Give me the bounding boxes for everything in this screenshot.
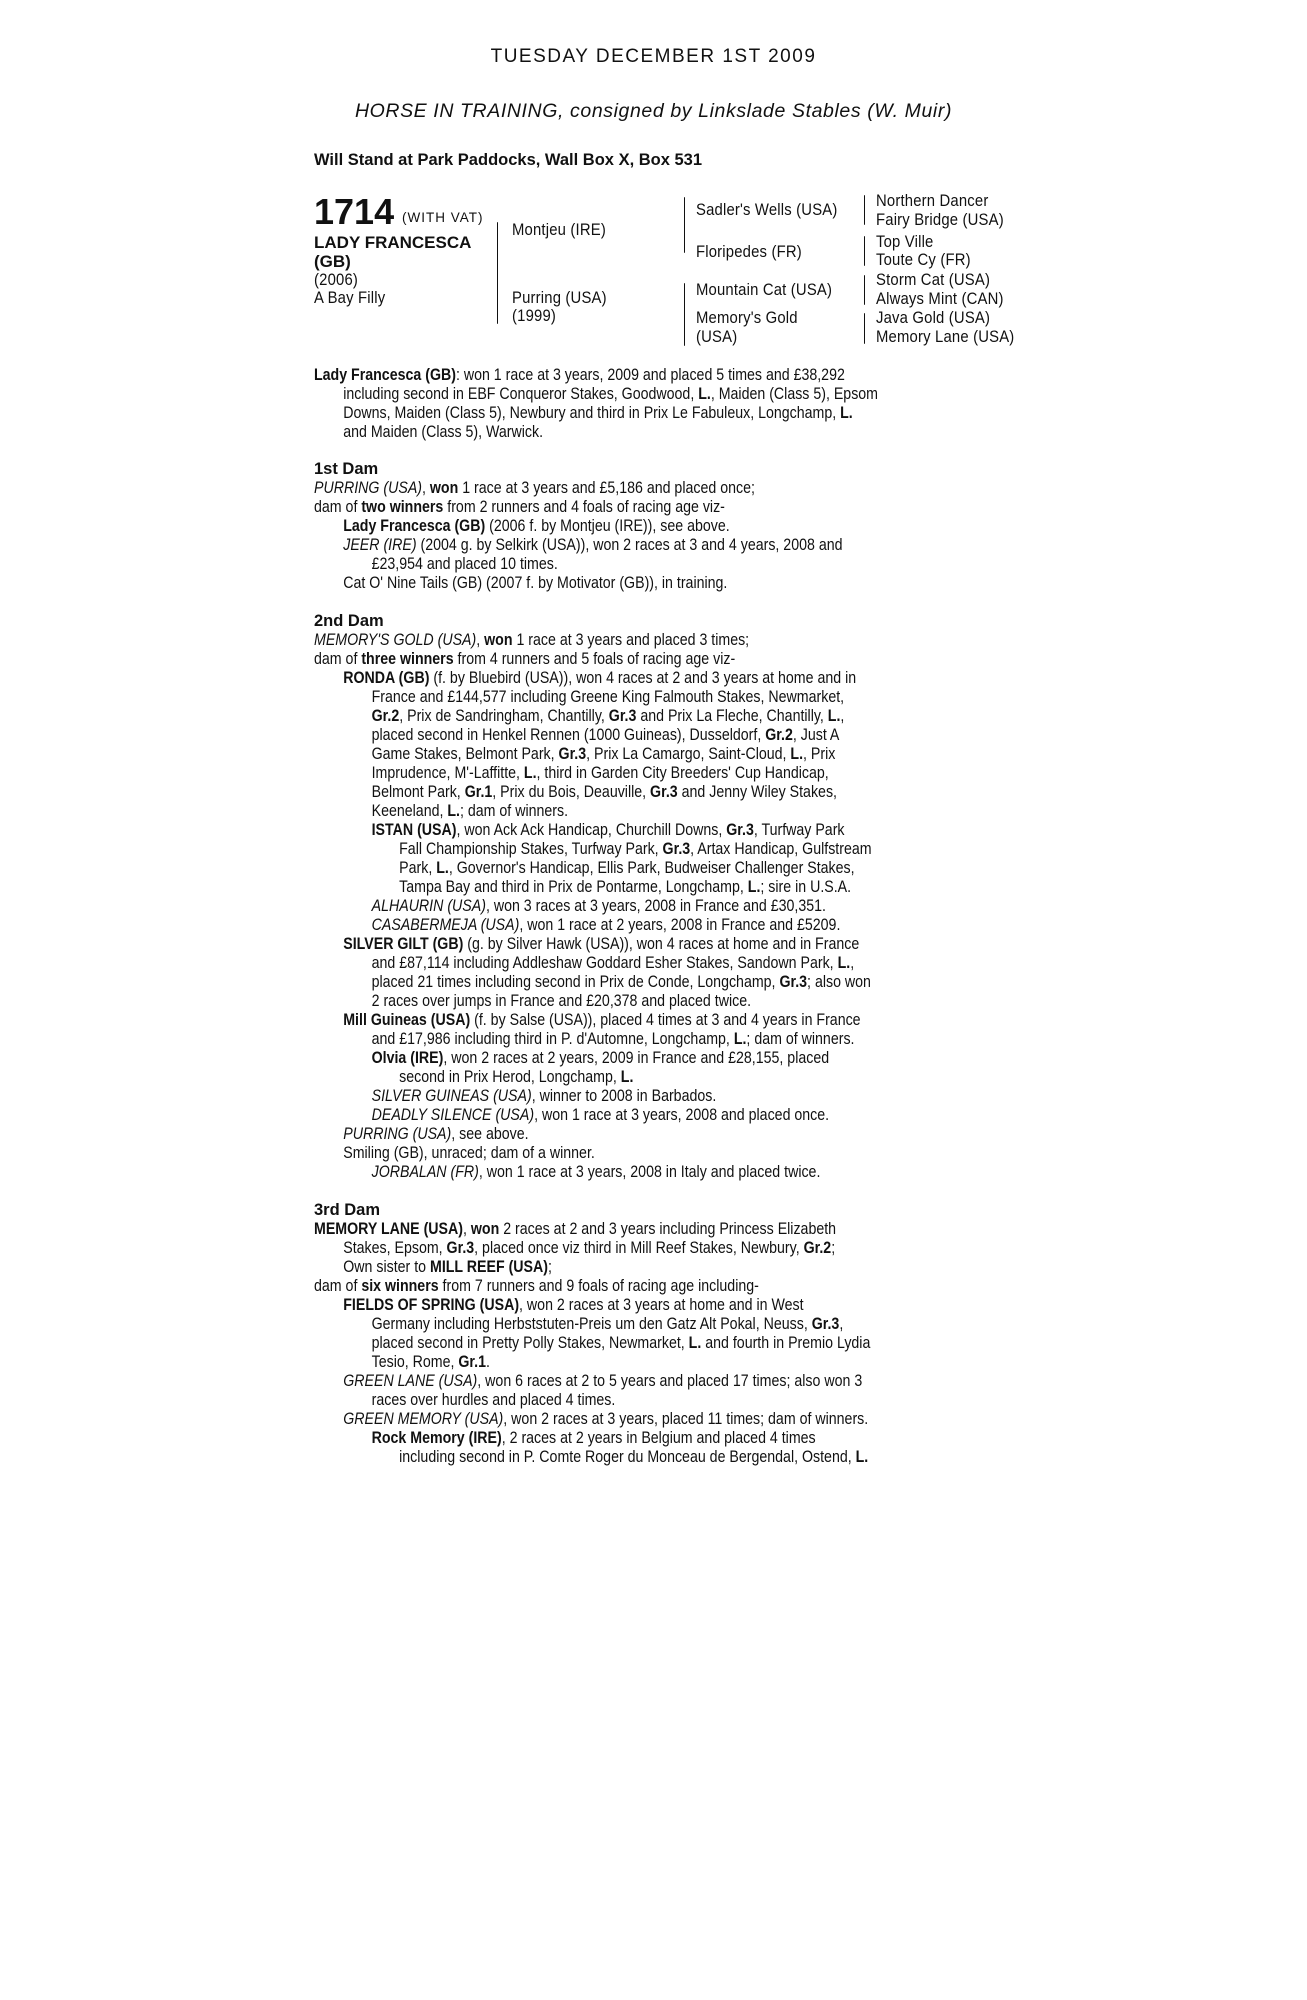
text-line: SILVER GILT (GB) (g. by Silver Hawk (USA)), won 4 races at home and in France	[343, 935, 860, 953]
text-line: Germany including Herbststuten-Preis um den Gatz Alt Pokal, Neuss, Gr.3,	[371, 1315, 844, 1333]
pedigree-dsd: Always Mint (CAN)	[876, 290, 1004, 308]
text-line: Tampa Bay and third in Prix de Pontarme, Longchamp, L.; sire in U.S.A.	[399, 878, 852, 896]
emphasis: MILL REEF (USA)	[429, 1258, 548, 1276]
stand-location: Will Stand at Park Paddocks, Wall Box X, Box 531	[314, 151, 703, 169]
horse-description: A Bay Filly	[314, 289, 386, 307]
race-summary	[314, 366, 994, 442]
text-line: placed second in Pretty Polly Stakes, Newmarket, L. and fourth in Premio Lydia	[371, 1334, 871, 1352]
text-line: France and £144,577 including Greene King Falmouth Stakes, Newmarket,	[371, 688, 845, 706]
text-line: DEADLY SILENCE (USA), won 1 race at 3 years, 2008 and placed once.	[371, 1106, 830, 1124]
brace-dam-line	[684, 283, 685, 346]
text-line: Belmont Park, Gr.1, Prix du Bois, Deauville, Gr.3 and Jenny Wiley Stakes,	[371, 783, 837, 801]
text-line: GREEN LANE (USA), won 6 races at 2 to 5 years and placed 17 times; also won 3	[343, 1372, 863, 1390]
emphasis: RONDA (GB)	[343, 669, 430, 687]
text-line: Keeneland, L.; dam of winners.	[371, 802, 569, 820]
dam1-body	[314, 479, 994, 593]
emphasis: six winners	[361, 1277, 439, 1295]
brace-ss	[864, 195, 865, 225]
text-line: Fall Championship Stakes, Turfway Park, Gr.3, Artax Handicap, Gulfstream	[399, 840, 872, 858]
emphasis: three winners	[361, 650, 454, 668]
emphasis: Gr.3	[662, 840, 691, 858]
text-line: 2 races over jumps in France and £20,378 and placed twice.	[371, 992, 752, 1010]
lot-number: 1714	[314, 191, 395, 232]
emphasis: won	[484, 631, 513, 649]
summary-text-3: , Maiden (Class 5), Epsom	[710, 385, 879, 403]
emphasis: Gr.3	[446, 1239, 475, 1257]
text-line: Mill Guineas (USA) (f. by Salse (USA)), placed 4 times at 3 and 4 years in France	[343, 1011, 861, 1029]
dam2-heading: 2nd Dam	[314, 612, 384, 630]
emphasis: MEMORY'S GOLD (USA)	[314, 631, 477, 649]
text-line: RONDA (GB) (f. by Bluebird (USA)), won 4 races at 2 and 3 years at home and in	[343, 669, 857, 687]
text-line: ALHAURIN (USA), won 3 races at 3 years, 2008 in France and £30,351.	[371, 897, 826, 915]
emphasis: L.	[837, 954, 851, 972]
pedigree-dss: Storm Cat (USA)	[876, 271, 991, 289]
horse-year: (2006)	[314, 271, 359, 289]
text-line: Smiling (GB), unraced; dam of a winner.	[343, 1144, 595, 1162]
listed-mark: L.	[698, 385, 711, 403]
consignment-title: HORSE IN TRAINING, consigned by Linkslade Stables (W. Muir)	[354, 100, 953, 122]
text-line: Game Stakes, Belmont Park, Gr.3, Prix La Camargo, Saint-Cloud, L., Prix	[371, 745, 836, 763]
emphasis: L.	[747, 878, 761, 896]
emphasis: L.	[827, 707, 841, 725]
summary-text-2: including second in EBF Conqueror Stakes, Goodwood,	[343, 385, 699, 403]
text-line: MEMORY LANE (USA), won 2 races at 2 and 3 years including Princess Elizabeth	[314, 1220, 837, 1238]
text-line: Cat O' Nine Tails (GB) (2007 f. by Motivator (GB)), in training.	[343, 574, 728, 592]
summary-name: Lady Francesca (GB)	[314, 366, 456, 384]
pedigree-dds: Java Gold (USA)	[876, 309, 991, 327]
emphasis: SILVER GILT (GB)	[343, 935, 464, 953]
emphasis: FIELDS OF SPRING (USA)	[343, 1296, 520, 1314]
emphasis: JORBALAN (FR)	[371, 1163, 479, 1181]
text-line: JEER (IRE) (2004 g. by Selkirk (USA)), won 2 races at 3 and 4 years, 2008 and	[343, 536, 843, 554]
pedigree-sds: Top Ville	[876, 233, 934, 251]
dam3-body	[314, 1220, 994, 1467]
pedigree-dam-dam-country: (USA)	[696, 328, 738, 346]
text-line: Own sister to MILL REEF (USA);	[343, 1258, 552, 1276]
emphasis: two winners	[361, 498, 444, 516]
emphasis: won	[429, 479, 459, 497]
emphasis: GREEN LANE (USA)	[343, 1372, 478, 1390]
text-line: and £87,114 including Addleshaw Goddard Esher Stakes, Sandown Park, L.,	[371, 954, 855, 972]
emphasis: Gr.1	[464, 783, 493, 801]
emphasis: Rock Memory (IRE)	[371, 1429, 502, 1447]
emphasis: L.	[733, 1030, 747, 1048]
pedigree-dam-dam: Memory's Gold	[696, 309, 798, 327]
text-line: Park, L., Governor's Handicap, Ellis Park, Budweiser Challenger Stakes,	[399, 859, 855, 877]
pedigree-sire: Montjeu (IRE)	[512, 221, 606, 239]
brace-ds	[864, 275, 865, 305]
text-line: dam of six winners from 7 runners and 9 foals of racing age including-	[314, 1277, 759, 1295]
emphasis: PURRING (USA)	[343, 1125, 452, 1143]
emphasis: Gr.3	[726, 821, 754, 839]
emphasis: L.	[855, 1448, 869, 1466]
emphasis: Mill Guineas (USA)	[343, 1011, 471, 1029]
emphasis: Gr.3	[779, 973, 808, 991]
text-line: dam of three winners from 4 runners and 5 foals of racing age viz-	[314, 650, 736, 668]
emphasis: L.	[436, 859, 449, 877]
emphasis: Olvia (IRE)	[371, 1049, 444, 1067]
pedigree-dam-year: (1999)	[512, 307, 557, 325]
text-line: races over hurdles and placed 4 times.	[371, 1391, 616, 1409]
emphasis: DEADLY SILENCE (USA)	[371, 1106, 535, 1124]
pedigree-sire-dam: Floripedes (FR)	[696, 243, 802, 261]
text-line: Olvia (IRE), won 2 races at 2 years, 2009 in France and £28,155, placed	[371, 1049, 830, 1067]
emphasis: Gr.2	[371, 707, 400, 725]
brace-dd	[864, 313, 865, 344]
dam3-heading: 3rd Dam	[314, 1201, 381, 1219]
text-line: dam of two winners from 2 runners and 4 foals of racing age viz-	[314, 498, 725, 516]
text-line: placed second in Henkel Rennen (1000 Guineas), Dusseldorf, Gr.2, Just A	[371, 726, 840, 744]
sale-date: TUESDAY DECEMBER 1ST 2009	[490, 46, 817, 67]
emphasis: CASABERMEJA (USA)	[371, 916, 520, 934]
text-line: FIELDS OF SPRING (USA), won 2 races at 3 years at home and in West	[343, 1296, 804, 1314]
horse-name-country: (GB)	[314, 252, 351, 271]
text-line: Gr.2, Prix de Sandringham, Chantilly, Gr.3 and Prix La Fleche, Chantilly, L.,	[371, 707, 845, 725]
text-line: ISTAN (USA), won Ack Ack Handicap, Churchill Downs, Gr.3, Turfway Park	[371, 821, 845, 839]
emphasis: Gr.2	[765, 726, 793, 744]
text-line: placed 21 times including second in Prix de Conde, Longchamp, Gr.3; also won	[371, 973, 871, 991]
text-line: CASABERMEJA (USA), won 1 race at 2 years, 2008 in France and £5209.	[371, 916, 841, 934]
emphasis: Lady Francesca (GB)	[343, 517, 486, 535]
emphasis: MEMORY LANE (USA)	[314, 1220, 463, 1238]
brace-sd	[864, 236, 865, 266]
text-line: GREEN MEMORY (USA), won 2 races at 3 years, placed 11 times; dam of winners.	[343, 1410, 869, 1428]
pedigree-sss: Northern Dancer	[876, 192, 989, 210]
text-line: JORBALAN (FR), won 1 race at 3 years, 2008 in Italy and placed twice.	[371, 1163, 821, 1181]
emphasis: L.	[688, 1334, 702, 1352]
text-line: Stakes, Epsom, Gr.3, placed once viz third in Mill Reef Stakes, Newbury, Gr.2;	[343, 1239, 836, 1257]
emphasis: PURRING (USA)	[314, 479, 423, 497]
emphasis: Gr.3	[811, 1315, 840, 1333]
dam2-body	[314, 631, 994, 1182]
emphasis: Gr.3	[608, 707, 637, 725]
listed-mark: L.	[840, 404, 853, 422]
emphasis: L.	[447, 802, 460, 820]
emphasis: Gr.1	[458, 1353, 486, 1371]
pedigree-sdd: Toute Cy (FR)	[876, 251, 971, 269]
pedigree-dam: Purring (USA)	[512, 289, 607, 307]
emphasis: L.	[523, 764, 537, 782]
emphasis: Gr.2	[803, 1239, 832, 1257]
pedigree-ddd: Memory Lane (USA)	[876, 328, 1015, 346]
horse-name: LADY FRANCESCA	[314, 233, 472, 252]
emphasis: Gr.3	[558, 745, 587, 763]
emphasis: ALHAURIN (USA)	[371, 897, 486, 915]
text-line: second in Prix Herod, Longchamp, L.	[399, 1068, 634, 1086]
text-line: PURRING (USA), won 1 race at 3 years and £5,186 and placed once;	[314, 479, 755, 497]
dam1-heading: 1st Dam	[314, 460, 379, 478]
pedigree-sire-sire: Sadler's Wells (USA)	[696, 201, 838, 219]
brace-generation-1	[497, 222, 498, 324]
summary-text-1: : won 1 race at 3 years, 2009 and placed 5 times and £38,292	[455, 366, 845, 384]
emphasis: GREEN MEMORY (USA)	[343, 1410, 504, 1428]
brace-sire-line	[684, 197, 685, 253]
text-line: Rock Memory (IRE), 2 races at 2 years in Belgium and placed 4 times	[371, 1429, 816, 1447]
emphasis: won	[470, 1220, 500, 1238]
text-line: SILVER GUINEAS (USA), winner to 2008 in Barbados.	[371, 1087, 717, 1105]
text-line: £23,954 and placed 10 times.	[371, 555, 558, 573]
emphasis: L.	[790, 745, 804, 763]
text-line: and £17,986 including third in P. d'Automne, Longchamp, L.; dam of winners.	[371, 1030, 855, 1048]
emphasis: Gr.3	[650, 783, 678, 801]
text-line: PURRING (USA), see above.	[343, 1125, 529, 1143]
text-line: Lady Francesca (GB) (2006 f. by Montjeu (IRE)), see above.	[343, 517, 730, 535]
summary-text-5: and Maiden (Class 5), Warwick.	[343, 423, 544, 441]
text-line: Tesio, Rome, Gr.1.	[371, 1353, 490, 1371]
summary-text-4: Downs, Maiden (Class 5), Newbury and third in Prix Le Fabuleux, Longchamp,	[343, 404, 841, 422]
pedigree-ssd: Fairy Bridge (USA)	[876, 211, 1004, 229]
text-line: including second in P. Comte Roger du Monceau de Bergendal, Ostend, L.	[399, 1448, 869, 1466]
text-line: Imprudence, M'-Laffitte, L., third in Garden City Breeders' Cup Handicap,	[371, 764, 829, 782]
emphasis: L.	[620, 1068, 634, 1086]
emphasis: JEER (IRE)	[343, 536, 417, 554]
text-line: MEMORY'S GOLD (USA), won 1 race at 3 years and placed 3 times;	[314, 631, 750, 649]
emphasis: SILVER GUINEAS (USA)	[371, 1087, 532, 1105]
pedigree-dam-sire: Mountain Cat (USA)	[696, 281, 833, 299]
vat-note: (WITH VAT)	[402, 210, 484, 225]
emphasis: ISTAN (USA)	[371, 821, 457, 839]
